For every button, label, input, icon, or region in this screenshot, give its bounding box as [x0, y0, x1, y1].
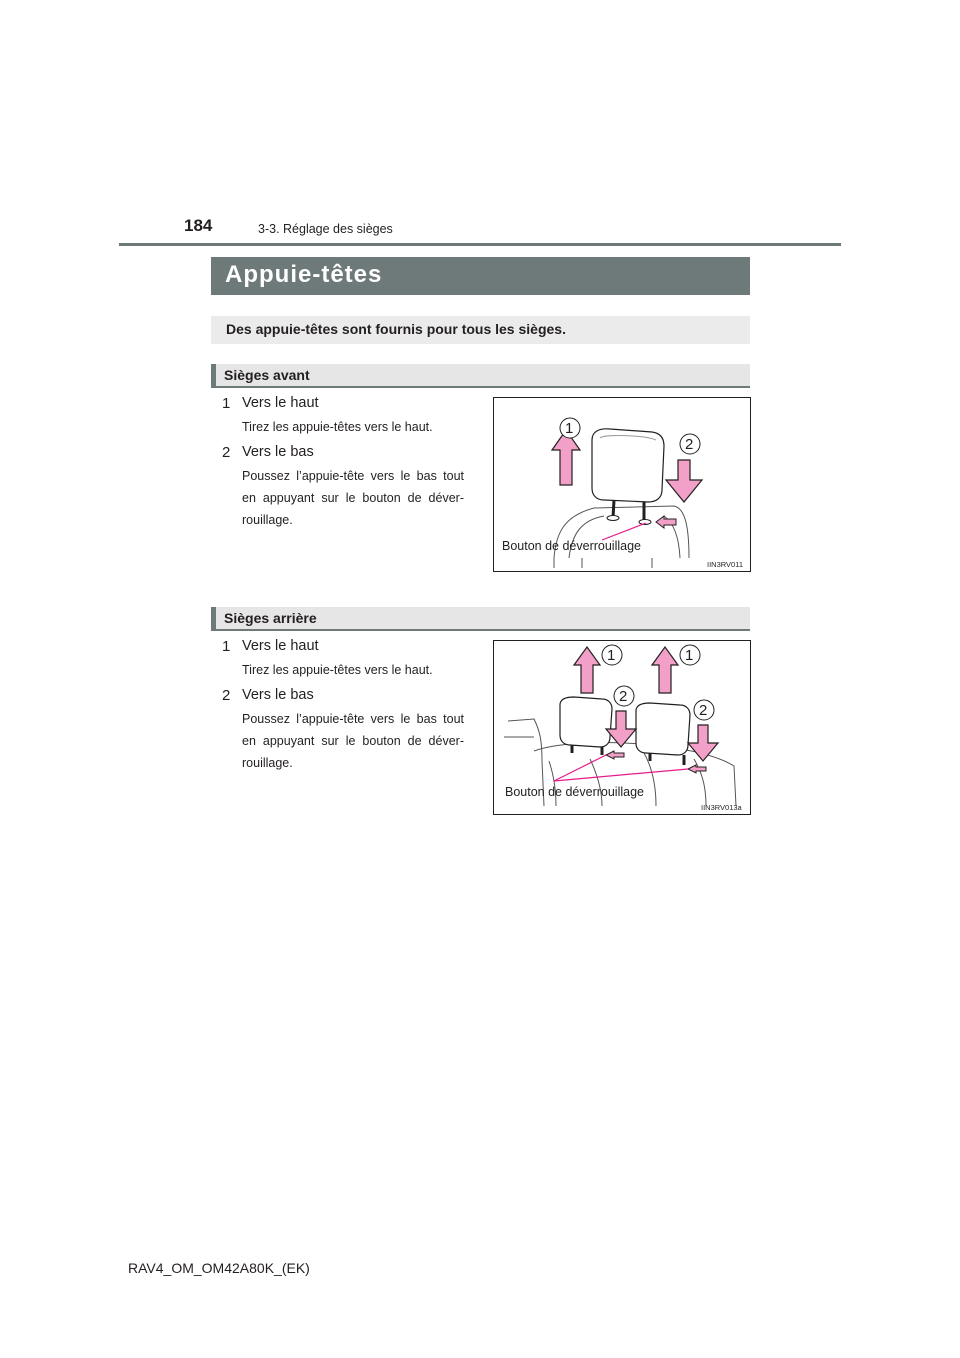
- marker-label: 2: [685, 436, 694, 453]
- chapter-title: 3-3. Réglage des sièges: [258, 222, 393, 236]
- page-title: Appuie-têtes: [225, 261, 383, 288]
- page-title-bar: [211, 257, 750, 295]
- header-divider: [119, 243, 841, 246]
- step-number: 1: [222, 638, 231, 655]
- section-heading-label: Sièges avant: [224, 367, 310, 383]
- marker-label: 1: [685, 647, 694, 664]
- step-title: Vers le haut: [242, 395, 319, 411]
- step-body: Tirez les appuie-têtes vers le haut.: [242, 663, 433, 677]
- document-footer: RAV4_OM_OM42A80K_(EK): [128, 1260, 310, 1276]
- step-title: Vers le bas: [242, 687, 314, 703]
- section-heading-rear-seats: [211, 607, 750, 631]
- section-marker: [211, 607, 216, 629]
- rear-headrest-illustration: [493, 640, 751, 815]
- section-heading-front-seats: [211, 364, 750, 388]
- figure-code: IIN3RV013a: [701, 803, 742, 812]
- marker-label: 1: [565, 420, 574, 437]
- step-number: 2: [222, 444, 231, 461]
- section-marker: [211, 364, 216, 386]
- marker-label: 1: [607, 647, 616, 664]
- step-number: 2: [222, 687, 231, 704]
- step-number: 1: [222, 395, 231, 412]
- front-headrest-illustration: [493, 397, 751, 572]
- marker-label: 2: [619, 688, 628, 705]
- step-body: Tirez les appuie-têtes vers le haut.: [242, 420, 433, 434]
- release-button-callout: Bouton de déverrouillage: [505, 785, 644, 799]
- section-heading-label: Sièges arrière: [224, 610, 317, 626]
- step-body: Poussez l’appuie-tête vers le bas tout en appuyant sur le bouton de déver-rouillage.: [242, 712, 464, 770]
- marker-label: 2: [699, 702, 708, 719]
- step-body: Poussez l’appuie-tête vers le bas tout en appuyant sur le bouton de déver-rouillage.: [242, 469, 464, 527]
- page-number: 184: [184, 216, 213, 235]
- release-button-callout: Bouton de déverrouillage: [502, 539, 641, 553]
- step-title: Vers le haut: [242, 638, 319, 654]
- intro-box: [211, 316, 750, 344]
- figure-code: IIN3RV011: [707, 560, 743, 569]
- step-title: Vers le bas: [242, 444, 314, 460]
- intro-text: Des appuie-têtes sont fournis pour tous les sièges.: [226, 321, 566, 337]
